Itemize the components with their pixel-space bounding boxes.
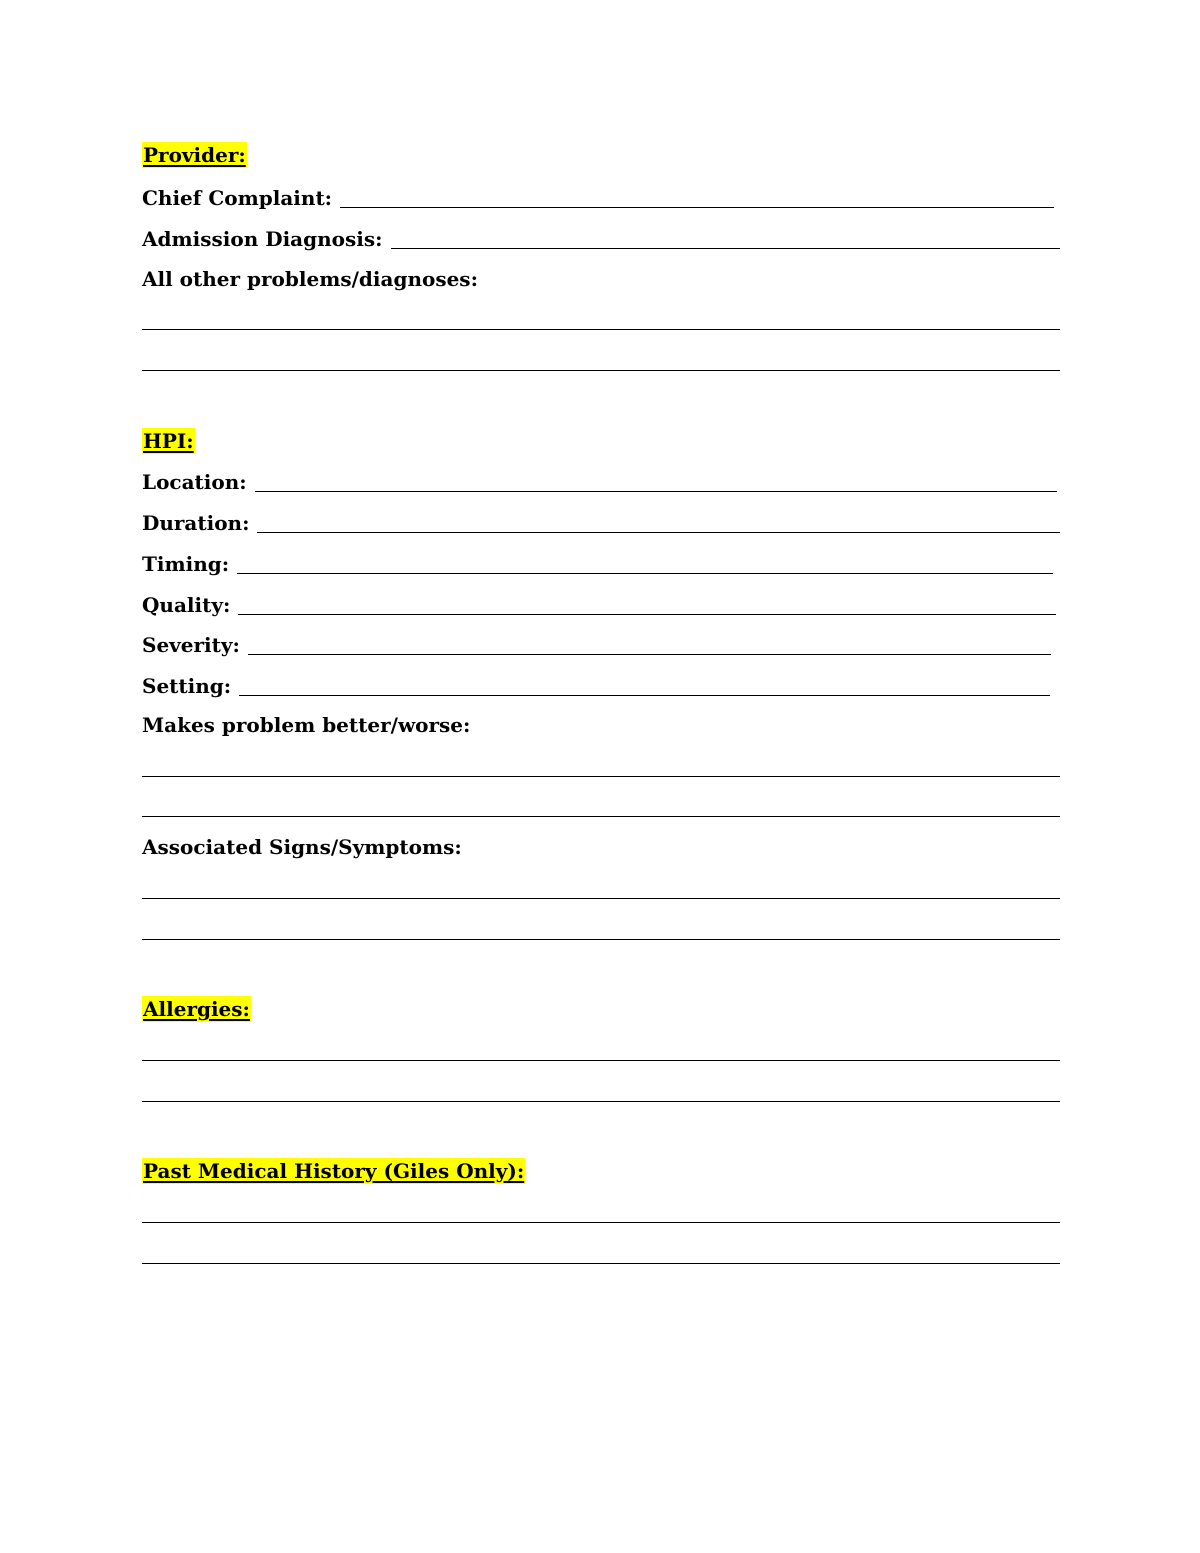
location-label: Location: [142,470,247,494]
better-worse-line-1[interactable] [142,776,1060,777]
associated-symptoms-line-1[interactable] [142,898,1060,899]
chief-complaint-field[interactable] [142,181,1054,211]
timing-label: Timing: [142,552,230,576]
allergies-line-2[interactable] [142,1101,1060,1102]
location-field[interactable] [142,465,1057,495]
allergies-line-1[interactable] [142,1060,1060,1061]
location-line[interactable] [255,491,1057,492]
chief-complaint-label: Chief Complaint: [142,186,333,210]
duration-line[interactable] [257,532,1060,533]
associated-symptoms-line-2[interactable] [142,939,1060,940]
setting-line[interactable] [239,695,1050,696]
severity-field[interactable] [142,628,1051,658]
allergies-heading: Allergies: [143,997,250,1021]
other-problems-line-2[interactable] [142,370,1060,371]
associated-symptoms-label: Associated Signs/Symptoms: [142,835,462,859]
setting-field[interactable] [142,669,1050,699]
quality-line[interactable] [238,614,1056,615]
pmh-line-2[interactable] [142,1263,1060,1264]
severity-label: Severity: [142,633,240,657]
quality-label: Quality: [142,593,231,617]
duration-label: Duration: [142,511,250,535]
hpi-heading: HPI: [143,429,194,453]
chief-complaint-line[interactable] [340,207,1054,208]
pmh-line-1[interactable] [142,1222,1060,1223]
other-problems-label: All other problems/diagnoses: [142,267,478,291]
provider-heading: Provider: [143,143,246,167]
quality-field[interactable] [142,588,1056,618]
other-problems-line-1[interactable] [142,329,1060,330]
severity-line[interactable] [248,654,1051,655]
setting-label: Setting: [142,674,232,698]
admission-diagnosis-line[interactable] [391,248,1061,249]
better-worse-label: Makes problem better/worse: [142,713,471,737]
timing-line[interactable] [237,573,1053,574]
admission-diagnosis-label: Admission Diagnosis: [142,227,383,251]
duration-field[interactable] [142,506,1060,536]
admission-diagnosis-field[interactable] [142,222,1060,252]
past-medical-history-heading: Past Medical History (Giles Only): [143,1159,525,1183]
better-worse-line-2[interactable] [142,816,1060,817]
timing-field[interactable] [142,547,1053,577]
